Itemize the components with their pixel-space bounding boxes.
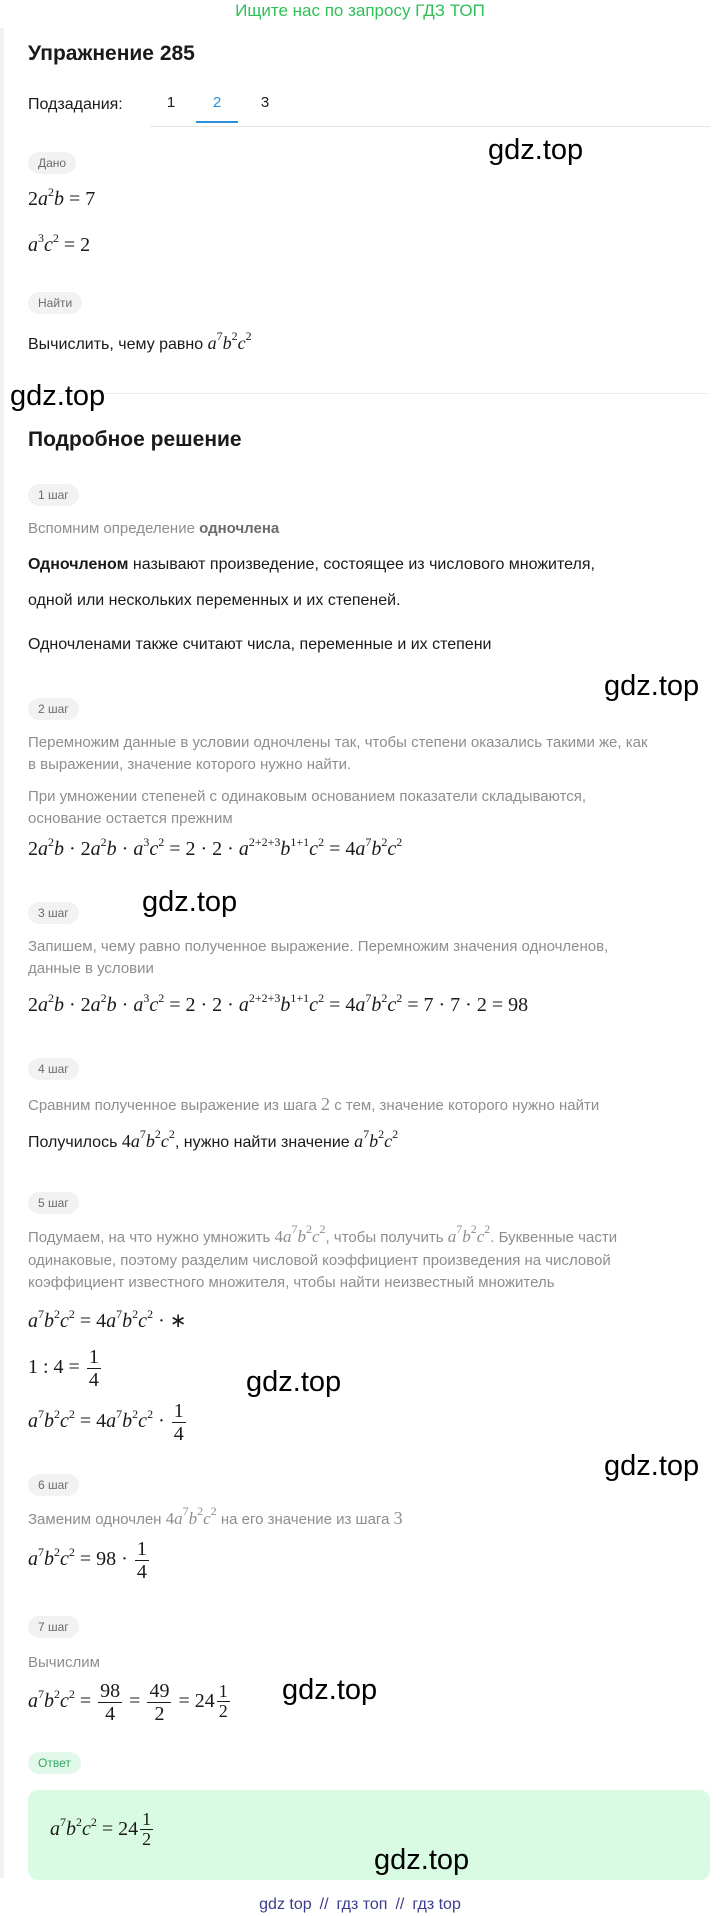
watermark: gdz.top <box>142 886 238 918</box>
given-chip: Дано <box>28 152 76 174</box>
step-5-equation-2: 1 : 4 = $\frac{1}{4}$ <box>28 1346 99 1391</box>
step-2-hint-1-line2: в выражении, значение которого нужно найти. <box>28 756 352 773</box>
watermark: gdz.top <box>604 670 700 702</box>
step-6-chip: 6 шаг <box>28 1474 79 1496</box>
watermark: gdz.top <box>488 134 584 166</box>
answer-box <box>28 1790 710 1880</box>
subtasks-label: Подзадания: <box>28 96 123 113</box>
subtask-tabs <box>150 88 710 127</box>
step-3-chip: 3 шаг <box>28 902 79 924</box>
watermark: gdz.top <box>604 1450 700 1482</box>
footer-links <box>0 1896 720 1914</box>
answer-chip: Ответ <box>28 1752 81 1774</box>
step-5-equation-3: $a^7b^2c^2 = 4a^7b^2c^2$ · $\frac{1}{4}$ <box>28 1400 184 1445</box>
step-2-hint-1: Перемножим данные в условии одночлены так, чтобы степени оказались такими же, как <box>28 734 648 751</box>
exercise-title: Упражнение 285 <box>28 42 195 65</box>
watermark: gdz.top <box>374 1844 470 1876</box>
find-text: Вычислить, чему равно $a^7b^2c^2$ <box>28 329 252 353</box>
step-3-hint-line2: данные в условии <box>28 960 154 977</box>
footer-link-gdz-top-ru[interactable]: гдз топ <box>336 1896 388 1913</box>
step-5-equation-1: $a^7b^2c^2 = 4a^7b^2c^2$ · ∗ <box>28 1307 187 1332</box>
watermark: gdz.top <box>282 1674 378 1706</box>
step-2-formula: $2a^2b \cdot 2a^2b \cdot a^3c^2 = 2 \cdot 2 \cdot a^{2+2+3}b^{1+1}c^2 = 4a^7b^2c^2$ <box>28 835 403 860</box>
step-7-equation: $a^7b^2c^2$ = $\frac{98}{4}$ = $\frac{49}{2}$ = 24 $\frac{1}{2}$ <box>28 1680 228 1725</box>
answer-equation: $a^7b^2c^2 = 24$ $\frac{1}{2}$ <box>50 1809 152 1849</box>
step-5-hint: Подумаем, на что нужно умножить $4a^7b^2c^2$, чтобы получить $a^7b^2c^2$. Буквенные части <box>28 1222 618 1246</box>
tab-subtask-1[interactable]: 1 <box>166 94 176 111</box>
footer-link-gdz-top-mixed[interactable]: гдз top <box>412 1896 461 1913</box>
watermark: gdz.top <box>10 380 106 412</box>
solution-title: Подробное решение <box>28 428 242 451</box>
step-2-hint-2-line2: основание остается прежним <box>28 810 233 827</box>
step-5-hint-line2: одинаковые, поэтому разделим числовой коэффициент произведения на числовой <box>28 1252 611 1269</box>
step-3-formula: $2a^2b \cdot 2a^2b \cdot a^3c^2 = 2 \cdot 2 \cdot a^{2+2+3}b^{1+1}c^2 = 4a^7b^2c^2 = 7 \cdot 7 \cdot 2 = 98$ <box>28 991 529 1016</box>
step-2-chip: 2 шаг <box>28 698 79 720</box>
find-chip: Найти <box>28 292 82 314</box>
footer-separator: // <box>395 1896 405 1913</box>
step-1-definition-line2: одной или нескольких переменных и их степеней. <box>28 592 401 609</box>
step-1-hint: Вспомним определение одночлена <box>28 520 280 537</box>
step-1-note: Одночленами также считают числа, переменные и их степени <box>28 636 492 653</box>
step-2-hint-2: При умножении степеней с одинаковым основанием показатели складываются, <box>28 788 587 805</box>
tab-subtask-2[interactable]: 2 <box>196 94 238 123</box>
footer-link-gdz-top[interactable]: gdz top <box>259 1896 312 1913</box>
step-5-chip: 5 шаг <box>28 1192 79 1214</box>
watermark: gdz.top <box>246 1366 342 1398</box>
step-7-hint: Вычислим <box>28 1654 100 1671</box>
divider <box>28 393 708 394</box>
search-banner: Ищите нас по запросу ГДЗ ТОП <box>235 1 485 20</box>
step-4-chip: 4 шаг <box>28 1058 79 1080</box>
step-5-hint-line3: коэффициент известного множителя, чтобы найти неизвестный множитель <box>28 1274 555 1291</box>
step-6-hint: Заменим одночлен $4a^7b^2c^2$ на его значение из шага 3 <box>28 1504 403 1528</box>
step-7-chip: 7 шаг <box>28 1616 79 1638</box>
step-1-definition: Одночленом называют произведение, состоящее из числового множителя, <box>28 556 595 573</box>
given-equation-1: $2a^2b = 7$ <box>28 185 96 210</box>
step-1-chip: 1 шаг <box>28 484 79 506</box>
step-3-hint: Запишем, чему равно полученное выражение. Перемножим значения одночленов, <box>28 938 609 955</box>
tab-subtask-3[interactable]: 3 <box>260 94 270 111</box>
step-6-equation: $a^7b^2c^2 = 98$ · $\frac{1}{4}$ <box>28 1538 147 1583</box>
footer-separator: // <box>319 1896 329 1913</box>
step-4-result: Получилось $4a^7b^2c^2$, нужно найти значение $a^7b^2c^2$ <box>28 1127 399 1151</box>
left-border <box>0 28 4 1878</box>
step-4-hint: Сравним полученное выражение из шага 2 с тем, значение которого нужно найти <box>28 1094 600 1114</box>
given-equation-2: $a^3c^2 = 2$ <box>28 231 91 256</box>
